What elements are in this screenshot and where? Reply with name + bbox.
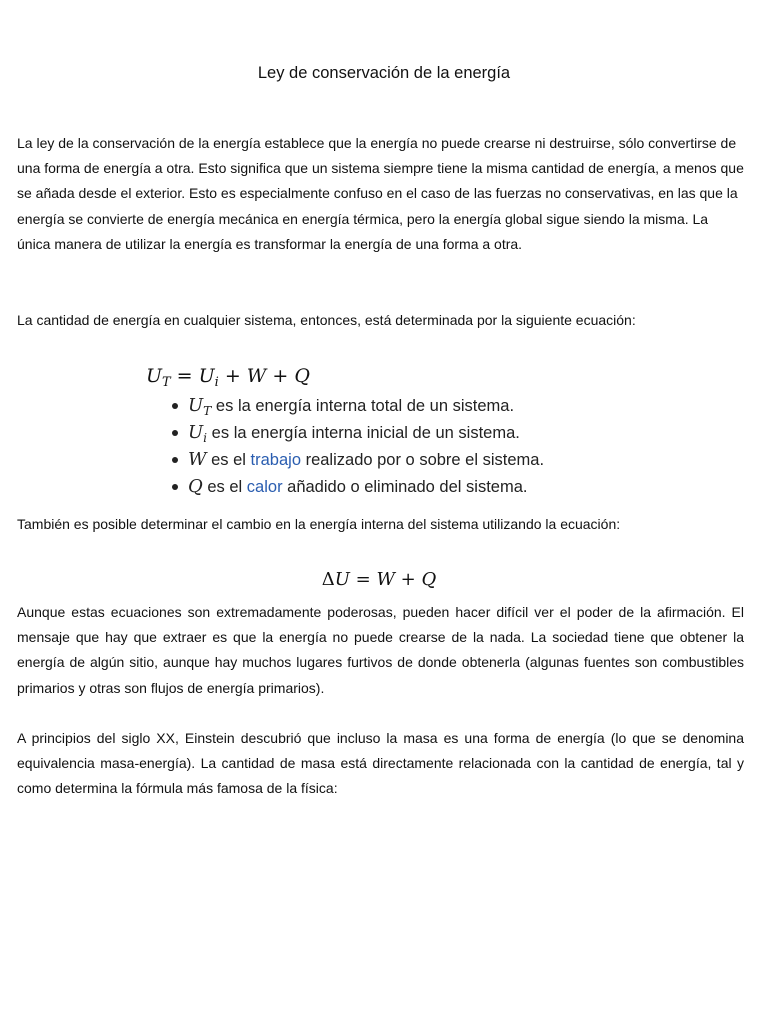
bullet-icon: [172, 403, 178, 409]
eq-term-q: Q: [294, 365, 310, 387]
page-title: Ley de conservación de la energía: [257, 64, 511, 82]
paragraph-equations-power: Aunque estas ecuaciones son extremadamente poderosas, pueden hacer difícil ver el poder de la afirmación. El mensaje que hay que extraer es que la energía no puede crearse de la nada. La sociedad tiene que obtener la energía de algún sitio, aunque hay muchos lugares furtivos de donde obtenerla (algunas fuentes son combustibles primarios y otras son flujos de energía primarios).: [17, 604, 744, 696]
eq-plus-2: +: [266, 365, 295, 387]
bullet-icon: [172, 484, 178, 490]
variable-description-pre: es el: [202, 478, 247, 496]
list-item: [188, 473, 626, 500]
eq2-delta: Δ: [321, 569, 335, 590]
variable-symbol: $U_i$: [188, 422, 208, 445]
eq-equals: =: [170, 365, 199, 387]
link-trabajo[interactable]: trabajo: [250, 451, 301, 469]
variable-description: es la energía interna total de un sistema.: [211, 397, 515, 415]
eq2-term-q: Q: [421, 569, 437, 590]
paragraph-change-equation-intro: También es posible determinar el cambio en la energía interna del sistema utilizando la ecuación:: [17, 516, 621, 532]
variable-description-post: añadido o eliminado del sistema.: [282, 478, 528, 496]
eq-term-w: W: [246, 365, 267, 387]
eq-term-ui-sub: i: [214, 375, 219, 391]
paragraph-einstein: A principios del siglo XX, Einstein descubrió que incluso la masa es una forma de energía (lo que se denomina equivalencia masa-energía). La cantidad de masa está directamente relacionada con la cantidad de energía, tal y como determina la fórmula más famosa de la física:: [17, 730, 744, 797]
paragraph-equation-intro: La cantidad de energía en cualquier sistema, entonces, está determinada por la siguiente ecuación:: [17, 312, 636, 328]
variable-description: es la energía interna inicial de un sistema.: [207, 424, 520, 442]
variable-description-post: realizado por o sobre el sistema.: [301, 451, 545, 469]
variable-definitions-list: [146, 392, 626, 500]
eq-plus-1: +: [218, 365, 247, 387]
list-item: [188, 446, 626, 473]
bullet-icon: [172, 457, 178, 463]
eq-lhs: U: [146, 365, 163, 387]
variable-symbol: W: [188, 449, 207, 470]
eq2-equals: =: [349, 569, 377, 590]
eq2-lhs: U: [334, 569, 350, 590]
variable-symbol: Q: [188, 476, 203, 497]
paragraph-intro: La ley de la conservación de la energía establece que la energía no puede crearse ni destruirse, sólo convertirse de una forma de energía a otra. Esto significa que un sistema siempre tiene la misma cantidad de energía, a menos que se añada desde el exterior. Esto es especialmente confuso en el caso de las fuerzas no conservativas, en las que la energía se convierte de energía mecánica en energía térmica, pero la energía global sigue siendo la misma. La única manera de utilizar la energía es transformar la energía de una forma a otra.: [17, 135, 744, 252]
eq-term-ui: U: [198, 365, 215, 387]
eq2-plus: +: [394, 569, 422, 590]
internal-energy-equation: [146, 364, 626, 392]
variable-symbol: $U_T$: [188, 395, 212, 418]
list-item: [188, 392, 626, 419]
eq2-term-w: W: [376, 569, 395, 590]
variable-description-pre: es el: [206, 451, 251, 469]
formula-block: [146, 364, 626, 500]
energy-change-equation: [0, 568, 758, 592]
list-item: [188, 419, 626, 446]
eq-lhs-sub: T: [162, 375, 171, 391]
bullet-icon: [172, 430, 178, 436]
link-calor[interactable]: calor: [246, 478, 283, 496]
